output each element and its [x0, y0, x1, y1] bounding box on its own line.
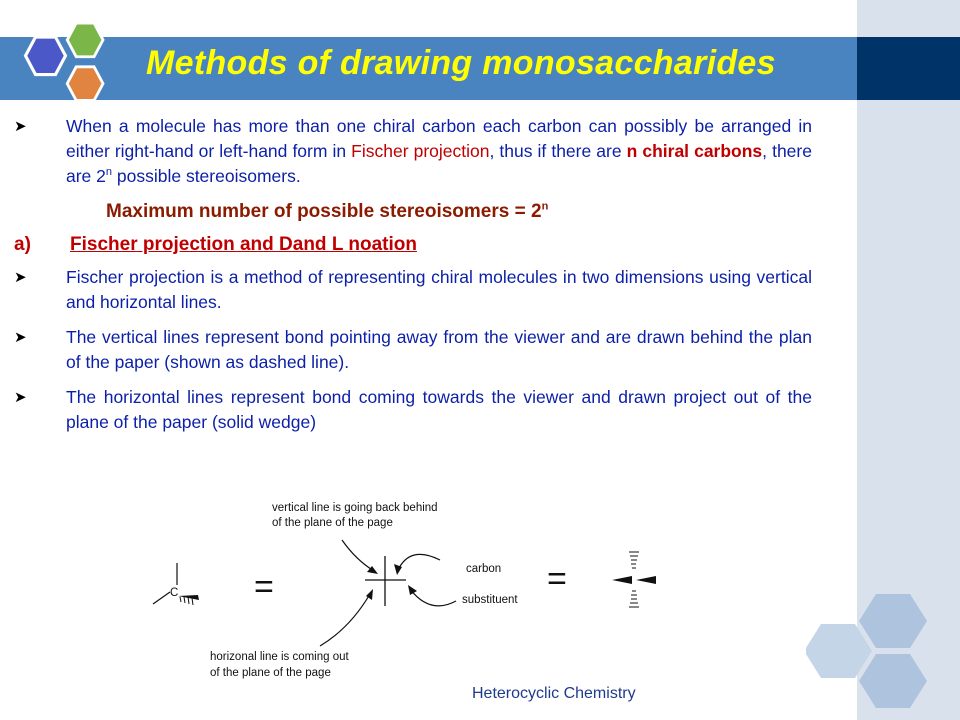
carbon-caption: carbon	[466, 563, 502, 575]
stereoisomer-formula: Maximum number of possible stereoisomers = $2^n$	[106, 200, 549, 222]
tetrahedral-carbon	[153, 563, 199, 605]
page-title: Methods of drawing monosaccharides	[146, 44, 776, 82]
annotation-arrows	[320, 540, 456, 646]
bullet-text: The horizontal lines represent bond coming towards the viewer and drawn project out of the plane of the paper (solid wedge)	[66, 387, 812, 432]
bullet-text: When a molecule has more than one chiral carbon each carbon can possibly be arranged in either right-hand or left-hand form in Fischer projection, thus if there are n chiral carbons, there are 2$^n$ possible stereoisomers.	[66, 116, 812, 186]
hexagon-top	[859, 594, 927, 648]
arrow-horizontal-line	[320, 594, 370, 646]
arrowheads	[366, 564, 417, 600]
bullet-text: The vertical lines represent bond pointing away from the viewer and are drawn behind the plan of the paper (shown as dashed line).	[66, 327, 812, 372]
footer-text: Heterocyclic Chemistry	[472, 685, 636, 702]
title-bar-dark-segment	[857, 37, 960, 100]
hexagon-left	[806, 624, 872, 678]
vertical-line-caption-1: vertical line is going back behind	[272, 502, 438, 514]
arrow-vertical-line	[342, 540, 374, 571]
vertical-line-caption-2: of the plane of the page	[272, 517, 393, 529]
hexagon-bottom	[859, 654, 927, 708]
section-title: Fischer projection and Dand L noation	[70, 234, 417, 255]
section-label: a)	[14, 234, 31, 255]
arrow-carbon	[398, 554, 440, 570]
arrow-bullet-icon: ➤	[14, 329, 27, 346]
wedge-dash-projection	[612, 552, 656, 607]
decorative-hexagons-icon	[806, 590, 936, 710]
carbon-atom-label: C	[170, 587, 179, 599]
arrow-substituent	[410, 589, 456, 606]
bullet-text: Fischer projection is a method of representing chiral molecules in two dimensions using vertical and horizontal lines.	[66, 267, 812, 312]
equals-sign-1: =	[254, 568, 274, 606]
equals-sign-2: =	[547, 560, 567, 598]
arrow-bullet-icon: ➤	[14, 118, 27, 135]
horizontal-line-caption-1: horizonal line is coming out	[210, 651, 349, 663]
substituent-caption: substituent	[462, 594, 518, 606]
arrow-bullet-icon: ➤	[14, 389, 27, 406]
arrow-bullet-icon: ➤	[14, 269, 27, 286]
horizontal-line-caption-2: of the plane of the page	[210, 667, 331, 679]
